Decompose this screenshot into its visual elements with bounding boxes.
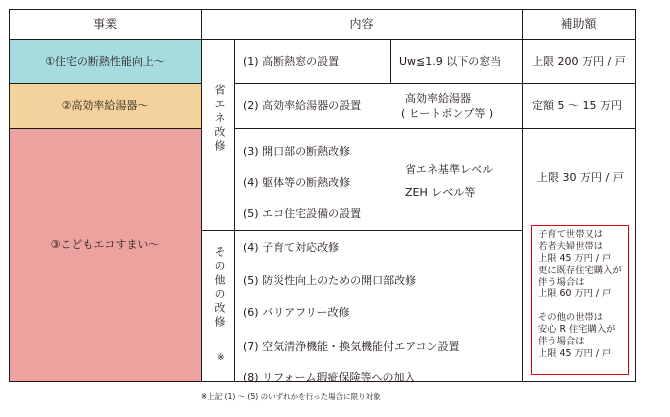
other-item-2: (5) 防災性向上のための開口部改修 bbox=[243, 274, 417, 287]
note-line: 更に既存住宅購入が bbox=[538, 264, 622, 276]
row-line-1 bbox=[9, 83, 201, 84]
note-line: 若者夫婦世帯は bbox=[538, 240, 604, 252]
item-2: (2) 高効率給湯器の設置 bbox=[243, 99, 362, 112]
row-line-1b bbox=[234, 83, 636, 84]
col-line-amount bbox=[522, 9, 523, 382]
category-2: ②高効率給湯器～ bbox=[61, 99, 149, 112]
note-line: その他の世帯は bbox=[538, 312, 604, 324]
shoene-condition-1: 省エネ基準レベル bbox=[405, 163, 493, 176]
note-line: 上限 45 万円 / 戸 bbox=[538, 252, 612, 264]
shoene-amount: 上限 30 万円 / 戸 bbox=[537, 171, 624, 184]
border-header-bottom bbox=[9, 39, 636, 40]
other-item-1: (4) 子育て対応改修 bbox=[243, 241, 340, 254]
header-hojogaku: 補助額 bbox=[560, 17, 597, 31]
group-label-other-mark: ※ bbox=[217, 353, 225, 363]
other-item-4: (7) 空気清浄機能・換気機能付エアコン設置 bbox=[243, 340, 460, 353]
condition-1: Uw≦1.9 以下の窓当 bbox=[399, 55, 502, 68]
category-1: ①住宅の断熱性能向上～ bbox=[45, 55, 165, 68]
condition-2-line2: ( ヒートポンプ等 ) bbox=[401, 107, 494, 120]
row-line-2 bbox=[9, 128, 201, 129]
header-naiyo: 内容 bbox=[349, 17, 374, 31]
shoene-item-3: (5) エコ住宅設備の設置 bbox=[243, 207, 362, 220]
shoene-item-1: (3) 開口部の断熱改修 bbox=[243, 145, 351, 158]
note-line: 子育て世帯又は bbox=[538, 229, 604, 240]
row3-bg bbox=[9, 128, 201, 381]
note-line: 伴う場合は bbox=[538, 336, 585, 348]
amount-1: 上限 200 万円 / 戸 bbox=[532, 55, 626, 68]
group-label-other: その他の改修 bbox=[213, 246, 226, 330]
col-line-category bbox=[201, 9, 202, 382]
border-top bbox=[9, 9, 636, 10]
note-line: 上限 45 万円 / 戸 bbox=[538, 347, 612, 359]
row-line-2b bbox=[234, 128, 636, 129]
header-jigyo: 事業 bbox=[92, 17, 117, 31]
note-line: 伴う場合は bbox=[538, 276, 585, 288]
col-line-group bbox=[234, 39, 235, 382]
condition-divider-row1 bbox=[390, 39, 391, 83]
other-item-3: (6) バリアフリー改修 bbox=[243, 306, 350, 319]
footnote: ※上記 (1) ～ (5) のいずれかを行った場合に限り対象 bbox=[201, 392, 381, 401]
note-line-blank bbox=[538, 300, 628, 312]
other-item-5: (8) リフォーム瑕疵保険等への加入 bbox=[243, 371, 416, 384]
shoene-condition-2: ZEH レベル等 bbox=[405, 186, 476, 199]
note-line: 安心 R 住宅購入が bbox=[538, 324, 616, 336]
note-line: 上限 60 万円 / 戸 bbox=[538, 288, 612, 300]
item-1: (1) 高断熱窓の設置 bbox=[243, 55, 340, 68]
row-line-group-split bbox=[201, 230, 522, 231]
shoene-item-2: (4) 躯体等の断熱改修 bbox=[243, 176, 351, 189]
amount-2: 定額 5 ～ 15 万円 bbox=[532, 99, 622, 112]
group-label-shoene: 省エネ改修 bbox=[213, 84, 226, 154]
note-box bbox=[531, 225, 629, 375]
category-3: ③こどもエコすまい～ bbox=[50, 238, 160, 251]
condition-2-line1: 高効率給湯器 bbox=[405, 92, 471, 105]
border-right bbox=[635, 9, 636, 382]
